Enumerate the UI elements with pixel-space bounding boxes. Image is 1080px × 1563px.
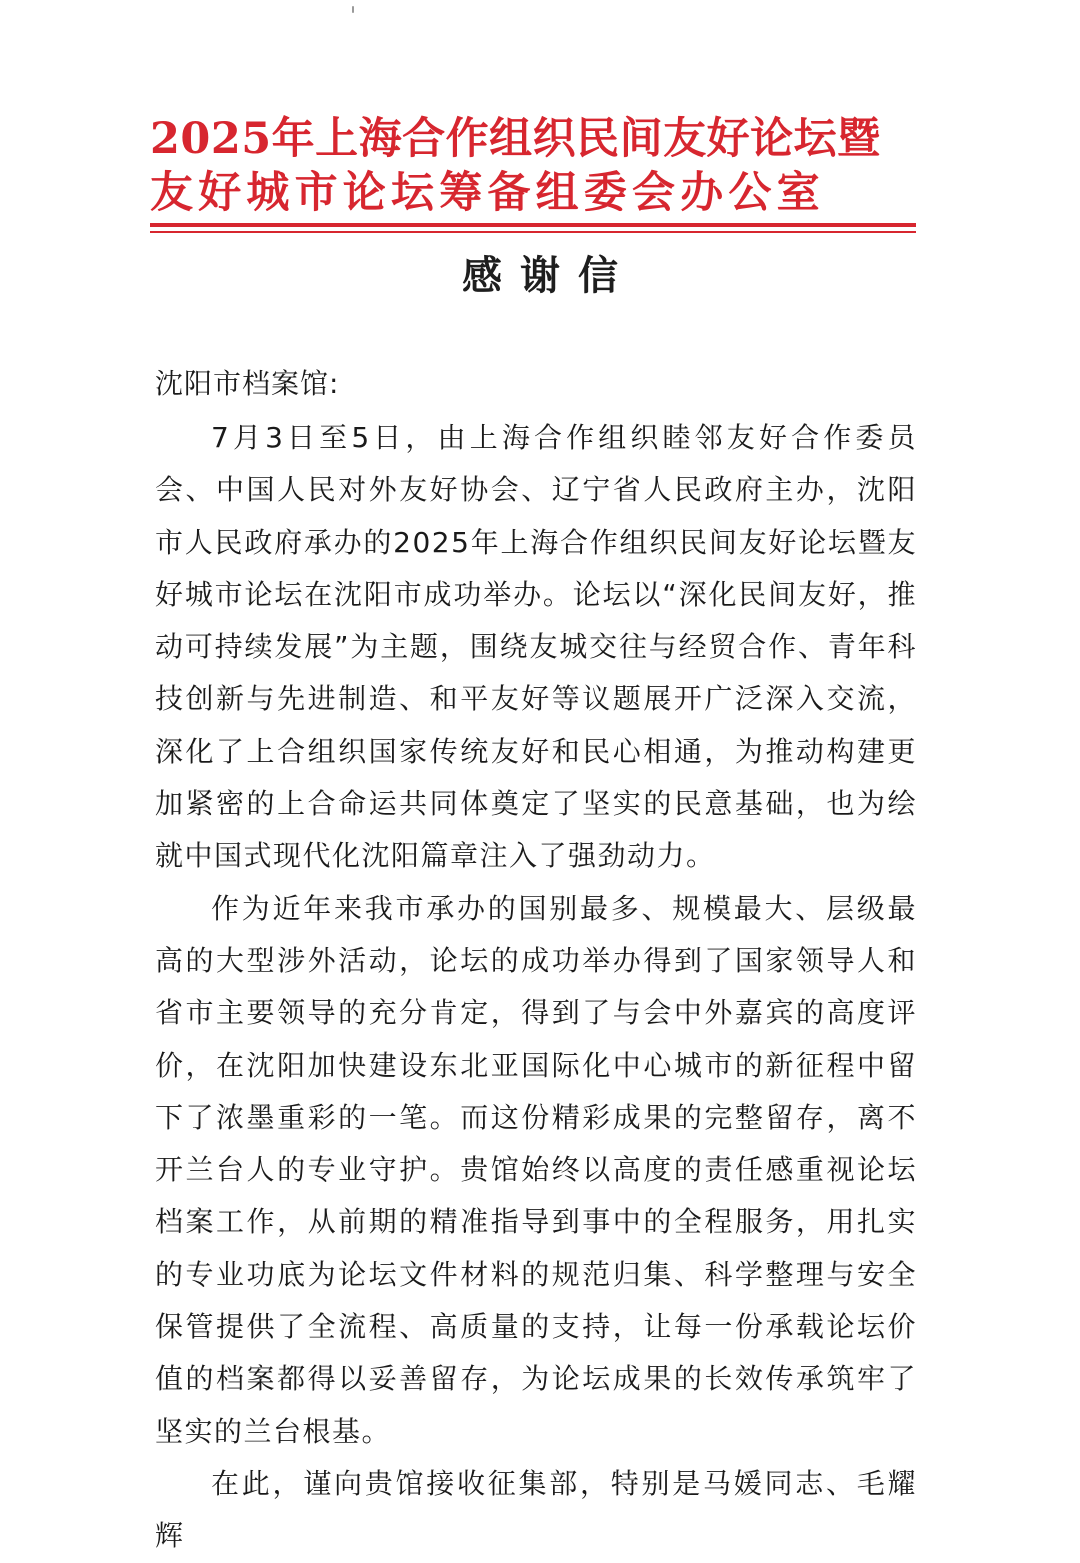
letterhead [150, 112, 920, 220]
letterhead-line-1: 2025年上海合作组织民间友好论坛暨 [150, 114, 881, 164]
scan-speck [352, 6, 354, 13]
letter-body [155, 412, 917, 1563]
letterhead-line-2: 友好城市论坛筹备组委会办公室 [150, 168, 825, 218]
paragraph: 作为近年来我市承办的国别最多、规模最大、层级最高的大型涉外活动，论坛的成功举办得到了国家领导人和省市主要领导的充分肯定，得到了与会中外嘉宾的高度评价，在沈阳加快建设东北亚国际化中心城市的新征程中留下了浓墨重彩的一笔。而这份精彩成果的完整留存，离不开兰台人的专业守护。贵馆始终以高度的责任感重视论坛档案工作，从前期的精准指导到事中的全程服务，用扎实的专业功底为论坛文件材料的规范归集、科学整理与安全保管提供了全流程、高质量的支持，让每一份承载论坛价值的档案都得以妥善留存，为论坛成果的长效传承筑牢了坚实的兰台根基。 [155, 891, 917, 1448]
letterhead-rule-thick [150, 223, 916, 227]
paragraph: 在此，谨向贵馆接收征集部，特别是马媛同志、毛耀辉 [155, 1466, 917, 1553]
letterhead-rule-thin [150, 231, 916, 233]
paragraph: 7月3日至5日，由上海合作组织睦邻友好合作委员会、中国人民对外友好协会、辽宁省人民政府主办，沈阳市人民政府承办的2025年上海合作组织民间友好论坛暨友好城市论坛在沈阳市成功举办。论坛以“深化民间友好，推动可持续发展”为主题，围绕友城交往与经贸合作、青年科技创新与先进制造、和平友好等议题展开广泛深入交流，深化了上合组织国家传统友好和民心相通，为推动构建更加紧密的上合命运共同体奠定了坚实的民意基础，也为绘就中国式现代化沈阳篇章注入了强劲动力。 [155, 421, 917, 873]
document-title: 感谢信 [462, 252, 636, 299]
salutation: 沈阳市档案馆: [155, 367, 340, 400]
